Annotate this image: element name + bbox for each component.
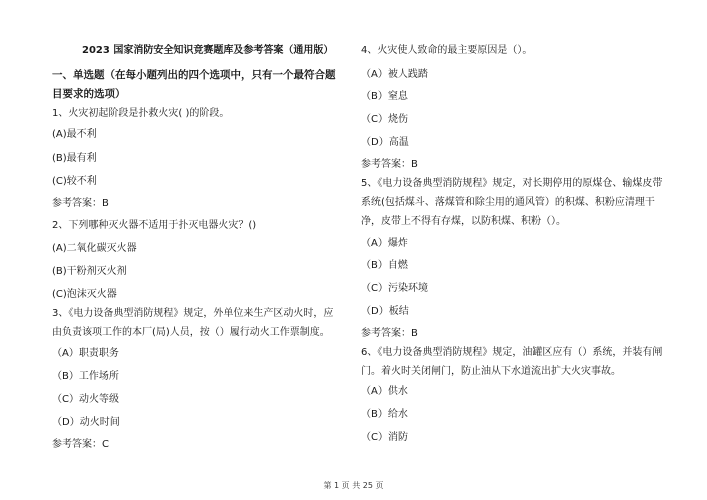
question-2-stem: 2、下列哪种灭火器不适用于扑灭电器火灾？() — [52, 220, 257, 231]
question-4-option-a: （A）被人践踏 — [361, 69, 428, 80]
question-4-answer: 参考答案：B — [361, 159, 418, 170]
question-4-option-b: （B）窒息 — [361, 91, 408, 102]
question-2-option-c: (C)泡沫灭火器 — [52, 289, 117, 300]
document-title: 2023 国家消防安全知识竞赛题库及参考答案（通用版） — [82, 45, 334, 56]
question-6-option-b: （B）给水 — [361, 409, 408, 420]
question-3-answer: 参考答案：C — [52, 439, 109, 450]
question-1-answer: 参考答案：B — [52, 198, 109, 209]
question-4-stem: 4、火灾使人致命的最主要原因是（）。 — [361, 45, 533, 56]
question-6-option-c: （C）消防 — [361, 432, 408, 443]
question-5-stem: 5、《电力设备典型消防规程》规定，对长期停用的原煤仓、输煤皮带系统(包括煤斗、落煤管和除尘用的通风管）的积煤、积粉应清理干净，皮带上不得有存煤，以防积煤、积粉（）。 — [361, 178, 663, 227]
question-4-option-c: （C）烧伤 — [361, 114, 408, 125]
question-5-answer: 参考答案：B — [361, 328, 418, 339]
question-5-option-a: （A）爆炸 — [361, 238, 408, 249]
question-6-stem: 6、《电力设备典型消防规程》规定，油罐区应有（）系统，并装有闸门。着火时关闭闸门，防止油从下水道流出扩大火灾事故。 — [361, 347, 663, 377]
question-5-option-d: （D）板结 — [361, 306, 409, 317]
question-3-option-a: （A）职责职务 — [52, 348, 119, 359]
question-1-option-b: (B)最有利 — [52, 153, 97, 164]
question-2-option-a: (A)二氧化碳灭火器 — [52, 243, 137, 254]
question-4-option-d: （D）高温 — [361, 137, 409, 148]
question-3-option-d: （D）动火时间 — [52, 417, 120, 428]
question-3-option-b: （B）工作场所 — [52, 371, 119, 382]
question-3-stem: 3、《电力设备典型消防规程》规定，外单位来生产区动火时，应由负责该项工作的本厂(局)人员，按（）履行动火工作票制度。 — [52, 308, 334, 338]
question-5-option-b: （B）自燃 — [361, 260, 408, 271]
question-1-option-c: (C)较不利 — [52, 176, 97, 187]
question-6-option-a: （A）供水 — [361, 386, 408, 397]
page-footer: 第 1 页 共 25 页 — [323, 481, 384, 490]
question-2-option-b: (B)干粉剂灭火剂 — [52, 266, 127, 277]
question-1-option-a: (A)最不利 — [52, 129, 97, 140]
question-5-option-c: （C）污染环境 — [361, 283, 428, 294]
section-heading: 一、单选题（在每小题列出的四个选项中，只有一个最符合题目要求的选项） — [52, 69, 336, 100]
question-3-option-c: （C）动火等级 — [52, 394, 119, 405]
question-1-stem: 1、火灾初起阶段是扑救火灾( )的阶段。 — [52, 108, 230, 119]
